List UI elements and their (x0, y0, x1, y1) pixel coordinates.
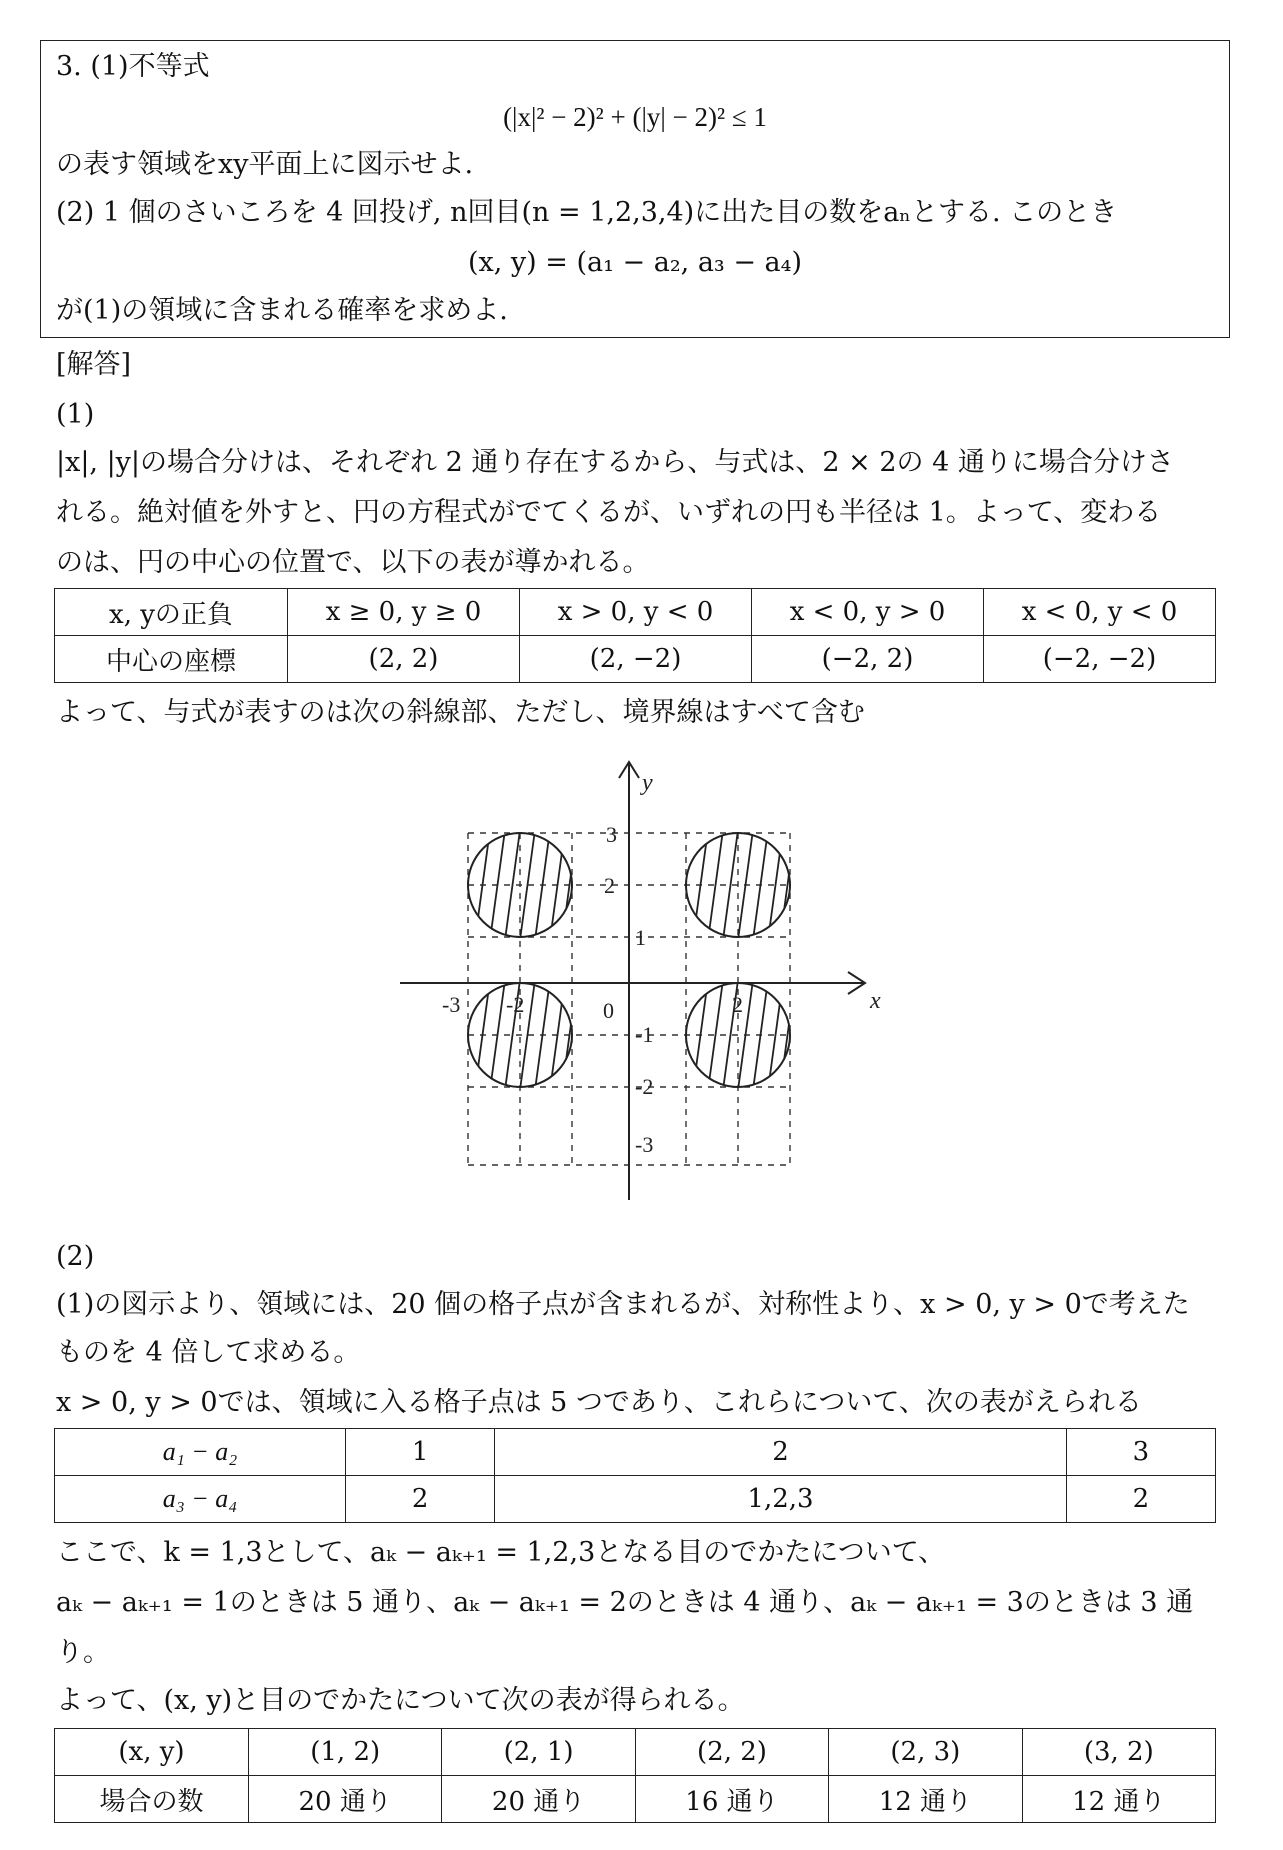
axes (400, 762, 865, 1200)
table-cell: x < 0, y < 0 (984, 589, 1216, 636)
table-cell: 2 (495, 1429, 1066, 1476)
table-cell: (−2, 2) (752, 636, 984, 683)
hatching (475, 830, 795, 1090)
table-cell: 16 通り (635, 1776, 828, 1823)
part2-text-line: ものを 4 倍して求める。 (56, 1337, 361, 1368)
table-cell: x ≥ 0, y ≥ 0 (288, 589, 520, 636)
part2-text-line: aₖ − aₖ₊₁ = 1のときは 5 通り、aₖ − aₖ₊₁ = 2のときは 4 通り、aₖ − aₖ₊₁ = 3のときは 3 通 (56, 1587, 1194, 1618)
table-header-cell: a₃ − a₄ (55, 1476, 346, 1523)
part1-text-line: |x|, |y|の場合分けは、それぞれ 2 通り存在するから、与式は、2 × 2の 4 通りに場合分けさ (56, 447, 1174, 478)
table-cell: 20 通り (442, 1776, 635, 1823)
region-graph (390, 750, 910, 1210)
problem-part2-head: (2) 1 個のさいころを 4 回投げ, n回目(n = 1,2,3,4)に出た目の数をaₙとする. このとき (56, 197, 1118, 228)
axis-label-x: x (870, 988, 881, 1014)
table-header-cell: 中心の座標 (55, 636, 288, 683)
table-header-cell: x, yの正負 (55, 589, 288, 636)
solution-heading: [解答] (56, 349, 132, 380)
table-cell: (2, 3) (829, 1729, 1022, 1776)
problem-pair: (x, y) = (a₁ − a₂, a₃ − a₄) (468, 247, 802, 278)
part2-text-line: り。 (56, 1637, 110, 1668)
figure-caption: よって、与式が表すのは次の斜線部、ただし、境界線はすべて含む (56, 697, 865, 728)
table-header-cell: a₁ − a₂ (55, 1429, 346, 1476)
table-header-cell: (x, y) (55, 1729, 249, 1776)
difference-table (54, 1428, 1216, 1523)
table-header-cell: 場合の数 (55, 1776, 249, 1823)
table-cell: 1 (346, 1429, 495, 1476)
table-cell: 20 通り (249, 1776, 442, 1823)
problem-part2-tail: が(1)の領域に含まれる確率を求めよ. (56, 295, 508, 326)
problem-inequality: (|x|² − 2)² + (|y| − 2)² ≤ 1 (503, 102, 767, 132)
table-row (55, 1476, 1216, 1523)
table-cell: (1, 2) (249, 1729, 442, 1776)
tick-label-y: 2 (604, 873, 615, 898)
table-cell: x < 0, y > 0 (752, 589, 984, 636)
table-cell: x > 0, y < 0 (520, 589, 752, 636)
problem-part1-tail: の表す領域をxy平面上に図示せよ. (56, 149, 474, 180)
table-cell: (−2, −2) (984, 636, 1216, 683)
table-cell: (2, −2) (520, 636, 752, 683)
problem-part1-head: 3. (1)不等式 (56, 51, 210, 82)
table-cell: (2, 2) (635, 1729, 828, 1776)
table-cell: 1,2,3 (495, 1476, 1066, 1523)
tick-label-y: 3 (606, 822, 617, 847)
part2-label: (2) (56, 1241, 95, 1272)
table-cell: (2, 1) (442, 1729, 635, 1776)
part1-text-line: れる。絶対値を外すと、円の方程式がでてくるが、いずれの円も半径は 1。よって、変わる (56, 497, 1162, 528)
table-cell: 2 (1066, 1476, 1215, 1523)
table-cell: 2 (346, 1476, 495, 1523)
table-cell: 12 通り (829, 1776, 1022, 1823)
tick-label-x: -3 (442, 992, 461, 1017)
center-table (54, 588, 1216, 683)
part2-text-line: よって、(x, y)と目のでかたについて次の表が得られる。 (56, 1685, 745, 1716)
table-row (55, 1776, 1216, 1823)
table-row (55, 636, 1216, 683)
part2-text-line: (1)の図示より、領域には、20 個の格子点が含まれるが、対称性より、x > 0, y > 0で考えた (56, 1289, 1190, 1320)
tick-label-y: -2 (635, 1074, 654, 1099)
tick-label-y: -1 (635, 1022, 654, 1047)
tick-label-y: 1 (635, 925, 646, 950)
part2-text-line: ここで、k = 1,3として、aₖ − aₖ₊₁ = 1,2,3となる目のでかたについて、 (56, 1537, 946, 1568)
origin-label: 0 (603, 998, 614, 1023)
table-row (55, 589, 1216, 636)
table-cell: (3, 2) (1022, 1729, 1215, 1776)
table-row (55, 1729, 1216, 1776)
tick-label-y: -3 (635, 1132, 654, 1157)
part2-text-line: x > 0, y > 0では、領域に入る格子点は 5 つであり、これらについて、次の表がえられる (56, 1387, 1142, 1418)
part1-label: (1) (56, 399, 95, 430)
part1-text-line: のは、円の中心の位置で、以下の表が導かれる。 (56, 547, 650, 578)
table-cell: 3 (1066, 1429, 1215, 1476)
tick-label-x: 2 (732, 992, 743, 1017)
axis-label-y: y (642, 770, 653, 796)
count-table (54, 1728, 1216, 1823)
table-row (55, 1429, 1216, 1476)
tick-label-x: -2 (506, 992, 525, 1017)
table-cell: (2, 2) (288, 636, 520, 683)
table-cell: 12 通り (1022, 1776, 1215, 1823)
